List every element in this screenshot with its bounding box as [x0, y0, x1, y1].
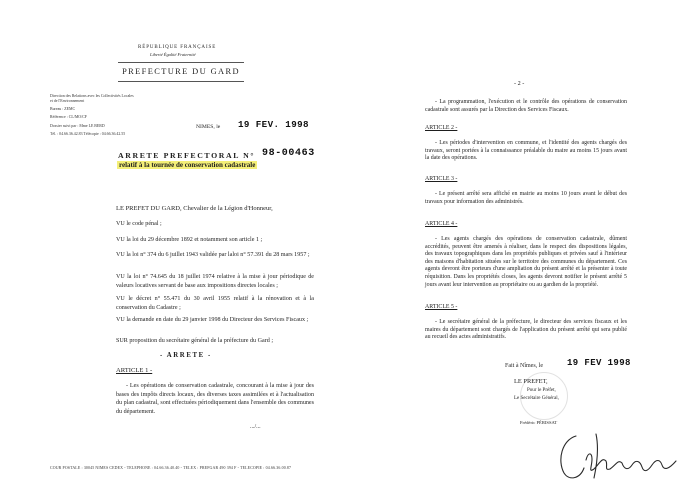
handwritten-signature [556, 428, 680, 484]
consideration-item: VU la demande en date du 29 janvier 1998 du Directeur des Services Fiscaux ; [116, 317, 309, 323]
signatory-role: Le Secrétaire Général, [514, 396, 559, 401]
signature-place-date: Fait à Nîmes, le [505, 363, 543, 369]
decree-number-stamp: 98-00463 [262, 148, 315, 159]
consideration-item: VU la loi n° 374 du 6 juillet 1943 validée par laloi n° 57.391 du 28 mars 1957 ; [116, 252, 310, 258]
article-5-text: - Le secrétaire général de la préfecture, le directeur des services fiscaux et les maires du département sont chargés de l'application du présent arrêté qui sera publié au recueil des actes administratifs. [425, 319, 627, 341]
signatory-name: Frédéric PÉRISSAT [520, 420, 558, 425]
sender-direction-2: et de l'Environnement [50, 99, 85, 103]
decree-subject-highlighted: relatif à la tournée de conservation cadastrale [119, 161, 256, 169]
sender-reference: Référence : CL/MO/CF [50, 115, 87, 119]
consideration-item: VU le code pénal ; [116, 221, 162, 227]
article-1-text: - Les opérations de conservation cadastrale, concourant à la mise à jour des bases des impôts directs locaux, des diverses taxes assimilées et à l'actualisation du plan cadastral, sont effectuées périodiquement dans l'ensemble des communes du département. [116, 383, 314, 415]
article-3-text: - Le présent arrêté sera affiché en mairie au moins 10 jours avant le début des travaux pour information des administrés. [425, 191, 627, 205]
signature-date-stamp: 19 FEV 1998 [567, 358, 631, 368]
date-label: NIMES, le [196, 124, 221, 130]
republic-motto: Liberté Égalité Fraternité [150, 52, 196, 57]
article-2-text: - Les périodes d'intervention en commune, et l'identité des agents chargés des travaux, seront portées à la connaissance préalable du maire au moins 15 jours avant la date des opérations. [425, 140, 627, 162]
prefet-line: LE PREFET DU GARD, Chevalier de la Légion d'Honneur, [116, 205, 273, 212]
sender-bureau: Bureau : ZEMC [50, 107, 76, 111]
article-5-heading: ARTICLE 5 - [425, 304, 458, 310]
article-1-continuation: - La programmation, l'exécution et le contrôle des opérations de conservation cadastrale sont assurés par la Direction des Services Fiscaux. [425, 99, 627, 113]
sender-direction: Direction des Relations avec les Collectivités Locales [50, 94, 134, 98]
proposal-line: SUR proposition du secrétaire général de la préfecture du Gard ; [116, 338, 274, 344]
consideration-item: VU la loi n° 74.645 du 18 juillet 1974 relative à la mise à jour périodique de valeurs locatives servant de base aux impositions directes locales ; [116, 274, 314, 289]
signatory-delegation: Pour le Préfet, [527, 388, 556, 393]
signatory-title: LE PREFET, [514, 378, 548, 385]
article-2-heading: ARTICLE 2 - [425, 125, 458, 131]
sender-dossier: Dossier suivi par : Mme LE BERD [50, 124, 105, 128]
decree-title: ARRETE PREFECTORAL N° [118, 151, 256, 160]
article-1-heading: ARTICLE 1 - [116, 367, 153, 374]
consideration-item: VU le décret n° 55.471 du 30 avril 1955 relatif à la rénovation et à la conservation du Cadastre ; [116, 296, 314, 311]
article-3-heading: ARTICLE 3 - [425, 176, 458, 182]
republic-header: RÉPUBLIQUE FRANÇAISE [138, 45, 217, 50]
sender-phone: Tél. : 04.66.36.42.83 Télécopie : 04.66.36.42.55 [50, 132, 126, 136]
continued-marker: .../... [250, 424, 261, 430]
prefecture-header: PREFECTURE DU GARD [118, 62, 244, 82]
article-4-heading: ARTICLE 4 - [425, 221, 458, 227]
article-4-text: - Les agents chargés des opérations de conservation cadastrale, dûment accrédités, peuvent être amenés à réaliser, dans le respect des dispositions légales, des travaux topographiques dans les propriétés publiques et privées sauf à l'intérieur des maisons d'habitation situées sur le territoire des communes du département. Ces agents devront être porteurs d'une ampliation du présent arrêté et la présenter à toute réquisition. Dans les propriétés closes, les agents devront notifier le présent arrêté 5 jours avant leur intervention au propriétaire ou au gardien de la propriété. [425, 236, 627, 288]
consideration-item: VU la loi du 29 décembre 1892 et notamment son article 1 ; [116, 237, 263, 243]
page-footer: COUR POSTALE : 30045 NIMES CEDEX - TELEPHONE : 04.66.36.40.40 - TELEX : PREFGAR 490 394 F - TELECOPIE : 04.66.36.00.87 [50, 466, 292, 470]
decree-heading: - ARRETE - [160, 352, 212, 359]
date-stamp: 19 FEV. 1998 [238, 119, 309, 130]
page-number: - 2 - [514, 80, 525, 87]
